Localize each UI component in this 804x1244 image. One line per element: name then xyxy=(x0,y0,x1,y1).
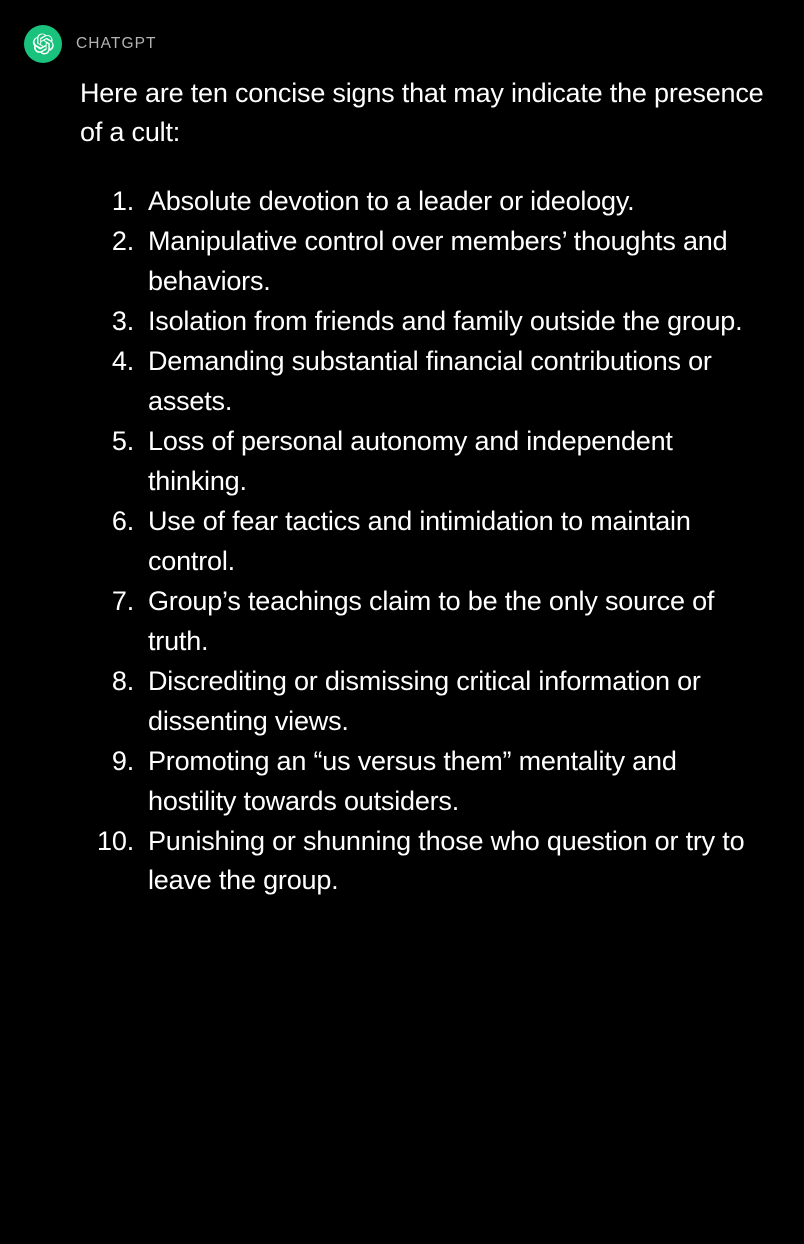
message-header xyxy=(24,24,776,64)
list-item: Punishing or shunning those who question or try to leave the group. xyxy=(148,825,745,896)
message-author: CHATGPT xyxy=(76,35,157,52)
list-item: Demanding substantial financial contributions or assets. xyxy=(148,346,712,417)
list-item: Discrediting or dismissing critical information or dissenting views. xyxy=(148,665,701,736)
list-item: Group’s teachings claim to be the only source of truth. xyxy=(148,585,715,656)
list-item: Promoting an “us versus them” mentality and hostility towards outsiders. xyxy=(148,745,677,816)
list-item: Manipulative control over members’ thoughts and behaviors. xyxy=(148,226,728,297)
signs-list xyxy=(80,182,766,901)
list-item: Use of fear tactics and intimidation to maintain control. xyxy=(148,505,691,576)
list-item: Loss of personal autonomy and independent thinking. xyxy=(148,426,673,496)
openai-logo-icon xyxy=(31,32,55,56)
avatar xyxy=(24,25,62,63)
message-body xyxy=(24,74,776,901)
list-item: Isolation from friends and family outside the group. xyxy=(148,306,743,337)
list-item: Absolute devotion to a leader or ideology. xyxy=(148,186,635,217)
message-intro: Here are ten concise signs that may indicate the presence of a cult: xyxy=(80,78,764,148)
